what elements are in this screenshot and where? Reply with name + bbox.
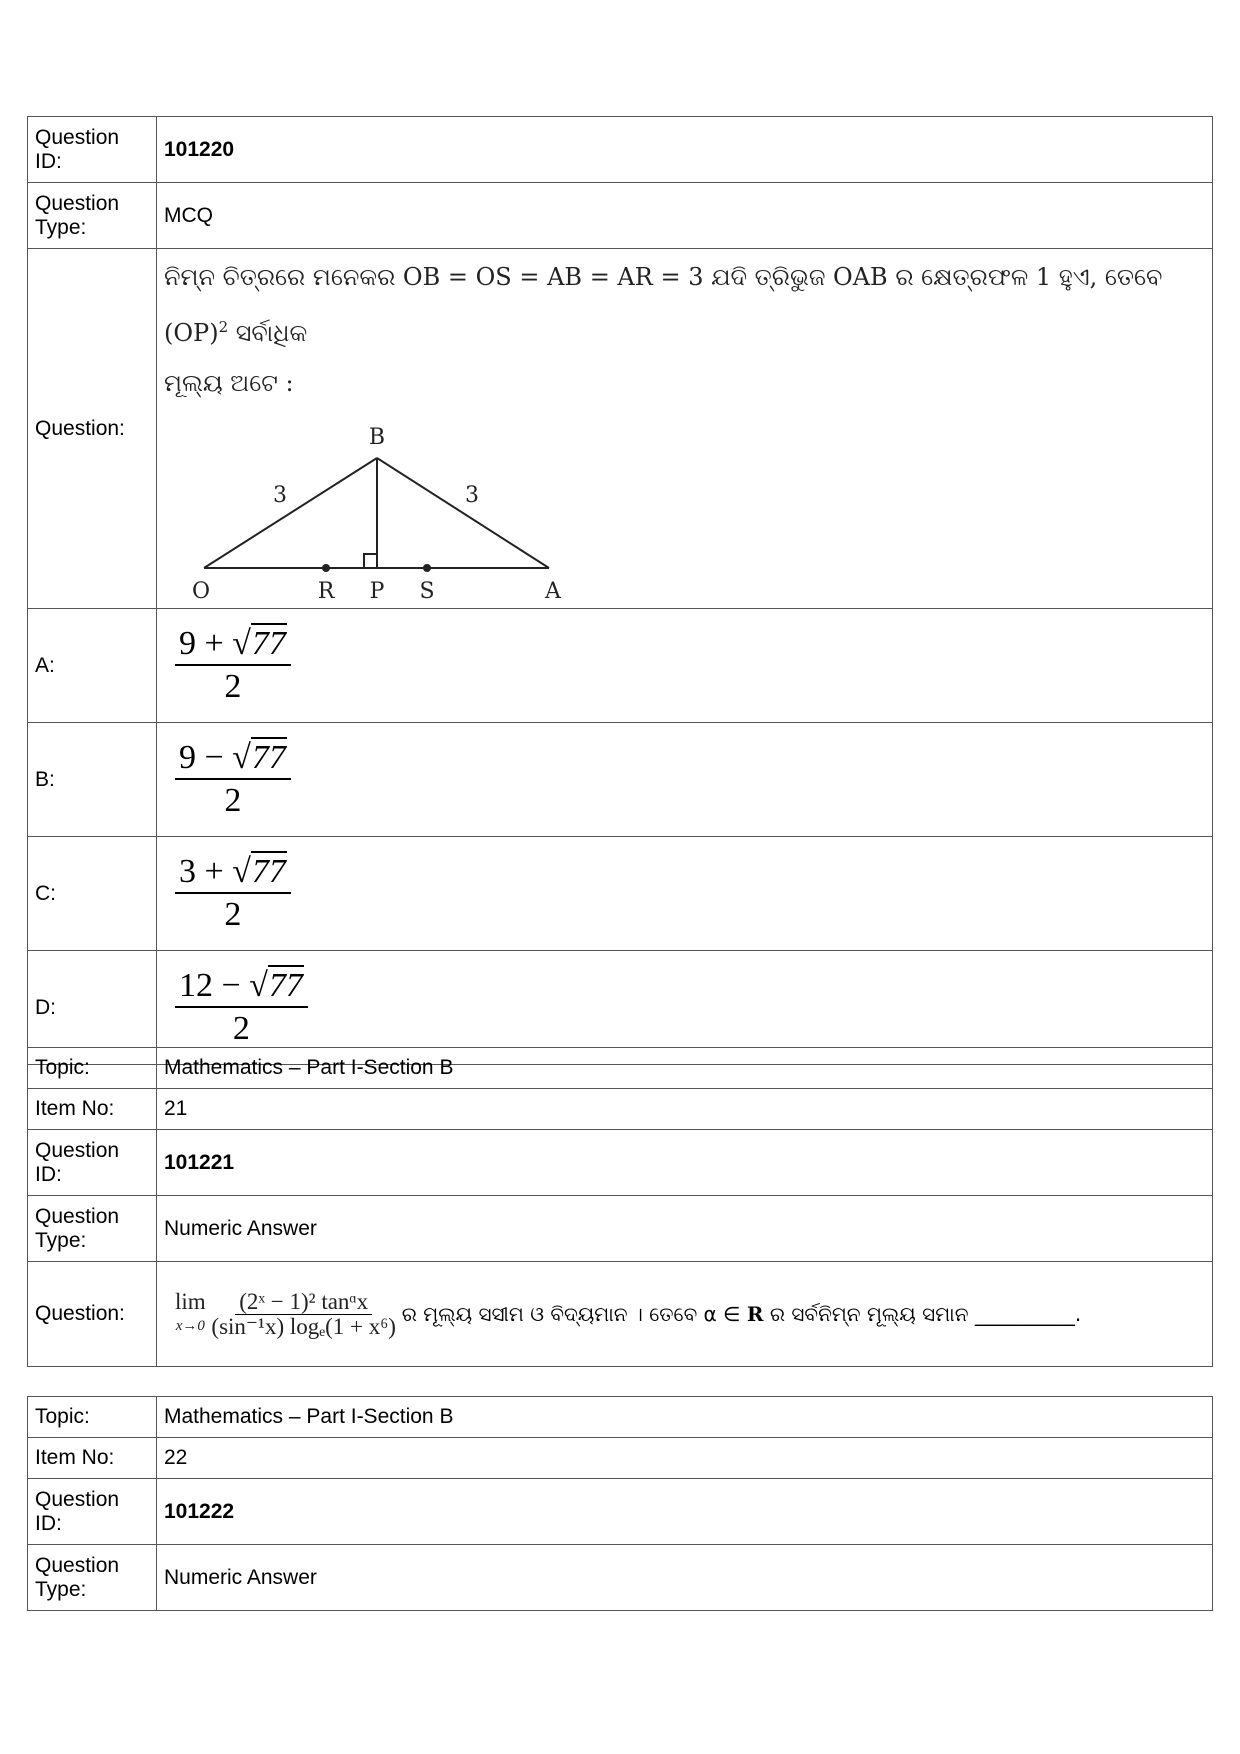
item-no-label: Item No: — [28, 1438, 157, 1479]
question-type-value: Numeric Answer — [157, 1545, 1213, 1611]
question-table-101220 — [27, 116, 1213, 1065]
question-id-value: 101220 — [157, 117, 1213, 183]
question-text-tail: ସର୍ବାଧିକ — [228, 319, 308, 347]
question-table-101222 — [27, 1396, 1213, 1611]
question-body — [157, 1262, 1213, 1367]
question-text-line2: ମୂଲ୍ୟ ଅଟେ : — [164, 369, 294, 397]
length-OB: 3 — [273, 483, 287, 508]
option-c — [157, 837, 1213, 951]
question-id-label: Question ID: — [28, 1479, 157, 1545]
question-text-line1: ନିମ୍ନ ଚିତ୍ରରେ ମନେକର OB = OS = AB = AR = 3 ଯଦି ତ୍ରିଭୁଜ OAB ର କ୍ଷେତ୍ରଫଳ 1 ହୁଏ, ତେବେ (OP) — [164, 263, 1163, 347]
question-type-value: Numeric Answer — [157, 1196, 1213, 1262]
question-type-value: MCQ — [157, 183, 1213, 249]
question-id-label: Question ID: — [28, 117, 157, 183]
question-table-101221 — [27, 1047, 1213, 1367]
length-AB: 3 — [465, 483, 479, 508]
option-c-label: C: — [28, 837, 157, 951]
option-c-den: 2 — [224, 895, 242, 933]
question-label: Question: — [28, 249, 157, 609]
option-b-lead: 9 − — [179, 738, 224, 776]
option-c-root: 77 — [251, 852, 286, 890]
option-d-root: 77 — [268, 966, 303, 1004]
option-b-label: B: — [28, 723, 157, 837]
question-id-value: 101221 — [157, 1130, 1213, 1196]
triangle-figure — [174, 408, 614, 608]
question-body — [157, 249, 1213, 609]
right-angle-mark — [364, 554, 377, 568]
limit-expression — [175, 1288, 402, 1339]
label-P: P — [369, 579, 385, 604]
label-R: R — [317, 579, 335, 604]
lim-numerator: (2ˣ − 1)² tanᵅx — [235, 1290, 372, 1315]
option-b-den: 2 — [224, 781, 242, 819]
option-b-root: 77 — [251, 738, 286, 776]
question-id-value: 101222 — [157, 1479, 1213, 1545]
item-no-value: 22 — [157, 1438, 1213, 1479]
option-c-fraction: $\frac{3 + √77}{2}$ — [175, 852, 291, 936]
option-d-label: D: — [28, 951, 157, 1065]
option-d-fraction: $\frac{12 - √77}{2}$ — [175, 966, 308, 1050]
topic-label: Topic: — [28, 1397, 157, 1438]
option-a-root: 77 — [251, 624, 286, 662]
point-S — [423, 564, 431, 572]
option-d-den: 2 — [232, 1009, 250, 1047]
label-A: A — [545, 579, 561, 604]
topic-value: Mathematics – Part I-Section B — [157, 1048, 1213, 1089]
question-label: Question: — [28, 1262, 157, 1367]
question-id-label: Question ID: — [28, 1130, 157, 1196]
option-a — [157, 609, 1213, 723]
question-type-label: Question Type: — [28, 183, 157, 249]
point-R — [322, 564, 330, 572]
side-AB — [377, 458, 549, 568]
lim-denominator: (sin⁻¹x) logₑ(1 + x⁶) — [211, 1313, 396, 1339]
lim-subscript: x→0 — [175, 1318, 205, 1334]
side-OB — [204, 458, 377, 568]
topic-label: Topic: — [28, 1048, 157, 1089]
option-b — [157, 723, 1213, 837]
question-text — [164, 252, 1205, 408]
question-text-after: ର ମୂଲ୍ୟ ସସୀମ ଓ ବିଦ୍ୟମାନ । ତେବେ α ∈ R ର ସର୍ବନିମ୍ନ ମୂଲ୍ୟ ସମାନ __________. — [401, 1301, 1082, 1326]
option-b-fraction: $\frac{9 - √77}{2}$ — [175, 738, 291, 822]
option-a-fraction: $\frac{9 + √77}{2}$ — [175, 624, 291, 708]
label-B: B — [368, 425, 386, 450]
label-S: S — [419, 579, 435, 604]
question-type-label: Question Type: — [28, 1545, 157, 1611]
option-a-den: 2 — [224, 667, 242, 705]
option-c-lead: 3 + — [179, 852, 224, 890]
option-a-label: A: — [28, 609, 157, 723]
topic-value: Mathematics – Part I-Section B — [157, 1397, 1213, 1438]
label-O: O — [191, 579, 211, 604]
set-R: R — [746, 1301, 764, 1326]
item-no-value: 21 — [157, 1089, 1213, 1130]
lim-word: lim — [175, 1289, 206, 1314]
question-type-label: Question Type: — [28, 1196, 157, 1262]
option-a-lead: 9 + — [179, 624, 224, 662]
item-no-label: Item No: — [28, 1089, 157, 1130]
question-text-sup: 2 — [218, 318, 229, 336]
option-d-lead: 12 − — [179, 966, 241, 1004]
